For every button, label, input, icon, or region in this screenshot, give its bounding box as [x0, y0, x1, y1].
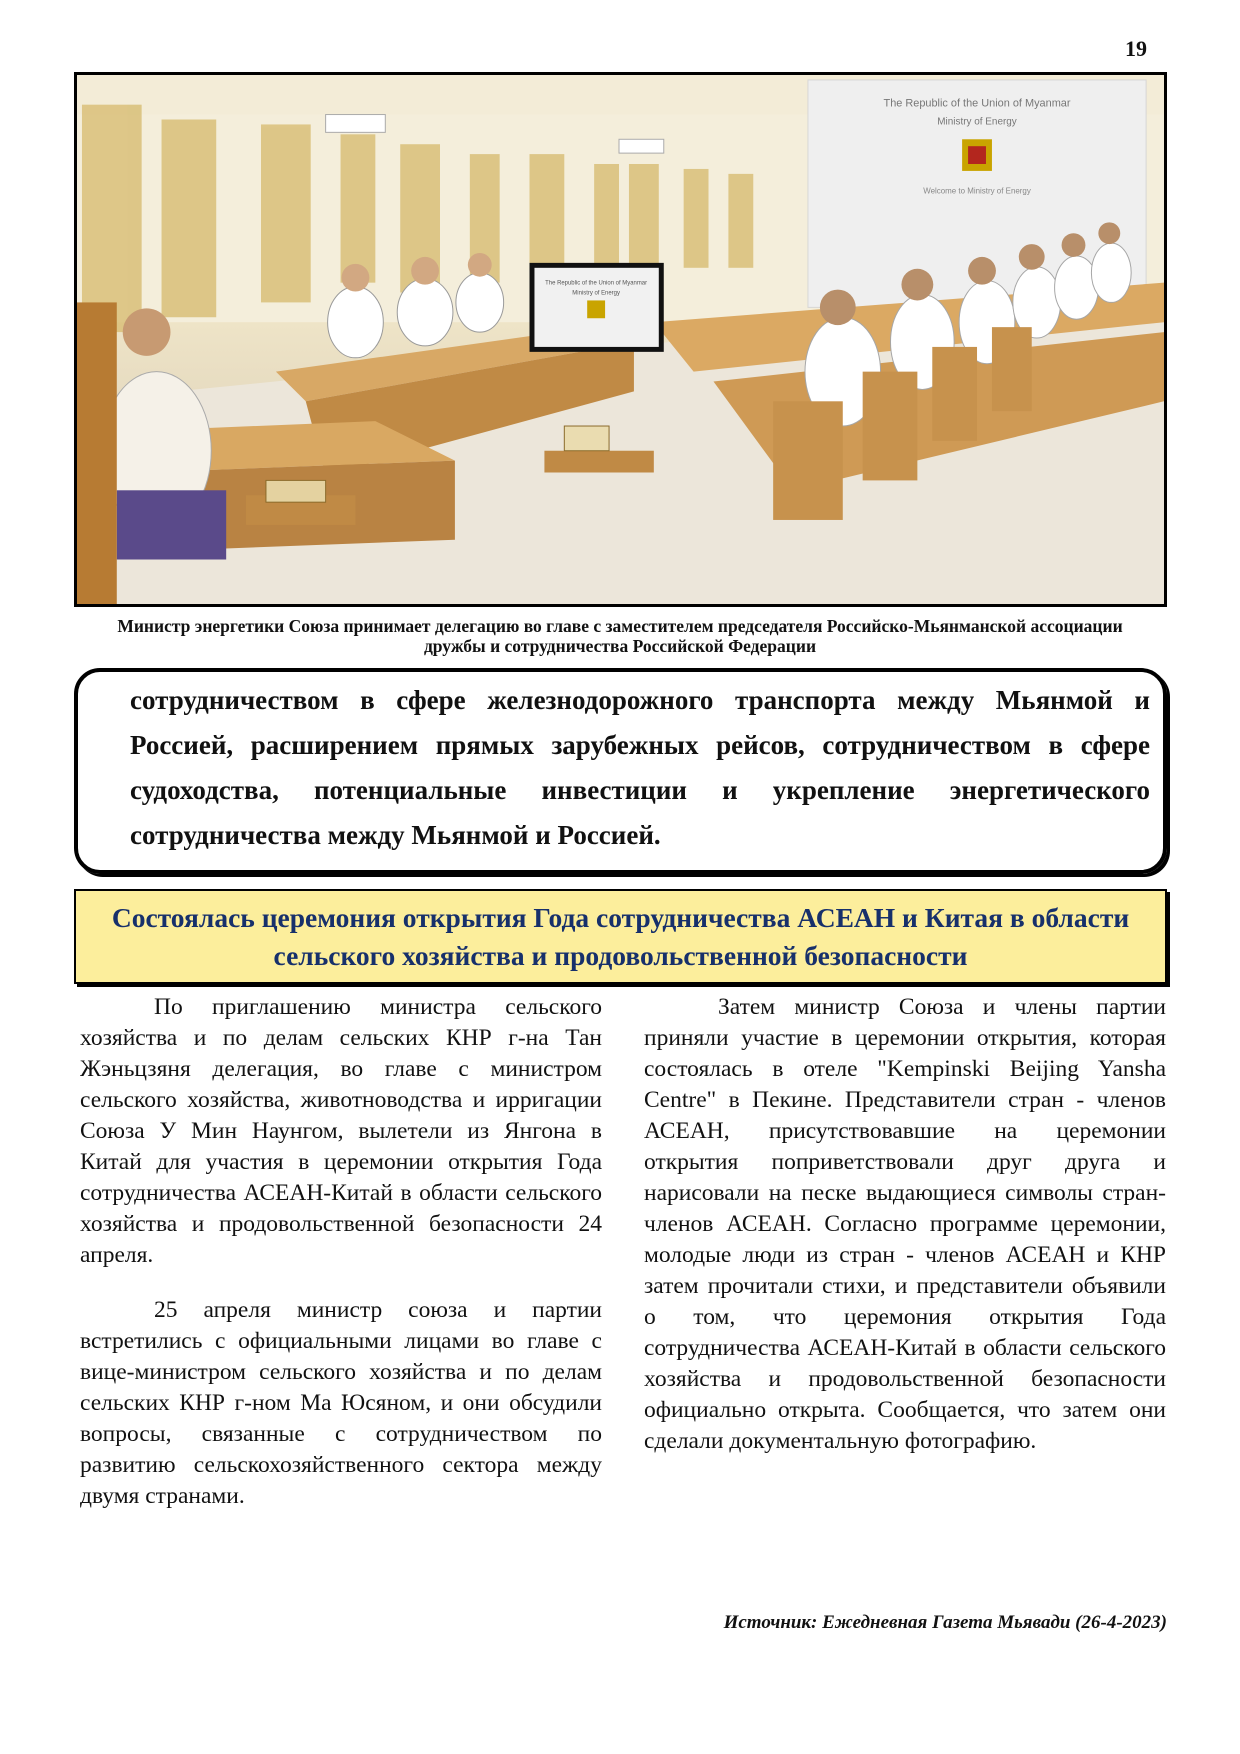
- article-headline-box: [74, 889, 1167, 984]
- left-paragraph-2: 25 апреля министр союза и партии встретились с официальными лицами во главе с вице-министром сельского хозяйства и по делам сельских КНР г-ном Ма Юсяном, и они обсудили вопросы, связанные с сотрудничеством по развитию сельскохозяйственного сектора между двумя странами.: [80, 1297, 602, 1509]
- continuation-text: сотрудничеством в сфере железнодорожного транспорта между Мьянмой и Россией, расширением прямых зарубежных рейсов, сотрудничеством в сфере судоходства, потенциальные инвестиции и укрепление энергетического сотрудничества между Мьянмой и Россией.: [130, 685, 1150, 850]
- photo-caption: Министр энергетики Союза принимает делегацию во главе с заместителем председателя Российско-Мьянманской ассоциации дружбы и сотрудничества Российской Федерации: [117, 616, 1123, 656]
- left-column: [80, 992, 602, 1512]
- screen-big-line3: Welcome to Ministry of Energy: [923, 186, 1031, 196]
- screen-small-line1: The Republic of the Union of Myanmar: [545, 280, 648, 287]
- left-paragraph-1: По приглашению министра сельского хозяйства и по делам сельских КНР г-на Тан Жэньцзяня делегация, во главе с министром сельского хозяйства, животноводства и ирригации Союза У Мин Наунгом, вылетели из Янгона в Китай для участия в церемонии открытия Года сотрудничества АСЕАН-Китай в области сельского хозяйства и продовольственной безопасности 24 апреля.: [80, 994, 602, 1268]
- article-headline: Состоялась церемония открытия Года сотрудничества АСЕАН и Китая в области сельского хозяйства и продовольственной безопасности: [111, 901, 1130, 971]
- page-number: 19: [1125, 36, 1147, 61]
- meeting-photo-illustration: [77, 75, 1164, 604]
- screen-big-line1: The Republic of the Union of Myanmar: [883, 97, 1071, 110]
- right-column: [644, 992, 1166, 1457]
- screen-big-line2: Ministry of Energy: [937, 116, 1017, 128]
- screen-small-line2: Ministry of Energy: [572, 290, 620, 297]
- meeting-photo: [74, 72, 1167, 607]
- right-paragraph-1: Затем министр Союза и члены партии приняли участие в церемонии открытия, которая состоялась в отеле "Kempinski Beijing Yansha Centre" в Пекине. Представители стран - членов АСЕАН, присутствовавшие на церемонии открытия поприветствовали друг друга и нарисовали на песке выдающиеся символы стран-членов АСЕАН. Согласно программе церемонии, молодые люди из стран - членов АСЕАН и КНР затем прочитали стихи, и представители объявили о том, что церемония открытия Года сотрудничества АСЕАН-Китай в области сельского хозяйства и продовольственной безопасности официально открыта. Сообщается, что затем они сделали документальную фотографию.: [644, 994, 1166, 1454]
- source-line: Источник: Ежедневная Газета Мьявади (26-4-2023): [723, 1612, 1167, 1633]
